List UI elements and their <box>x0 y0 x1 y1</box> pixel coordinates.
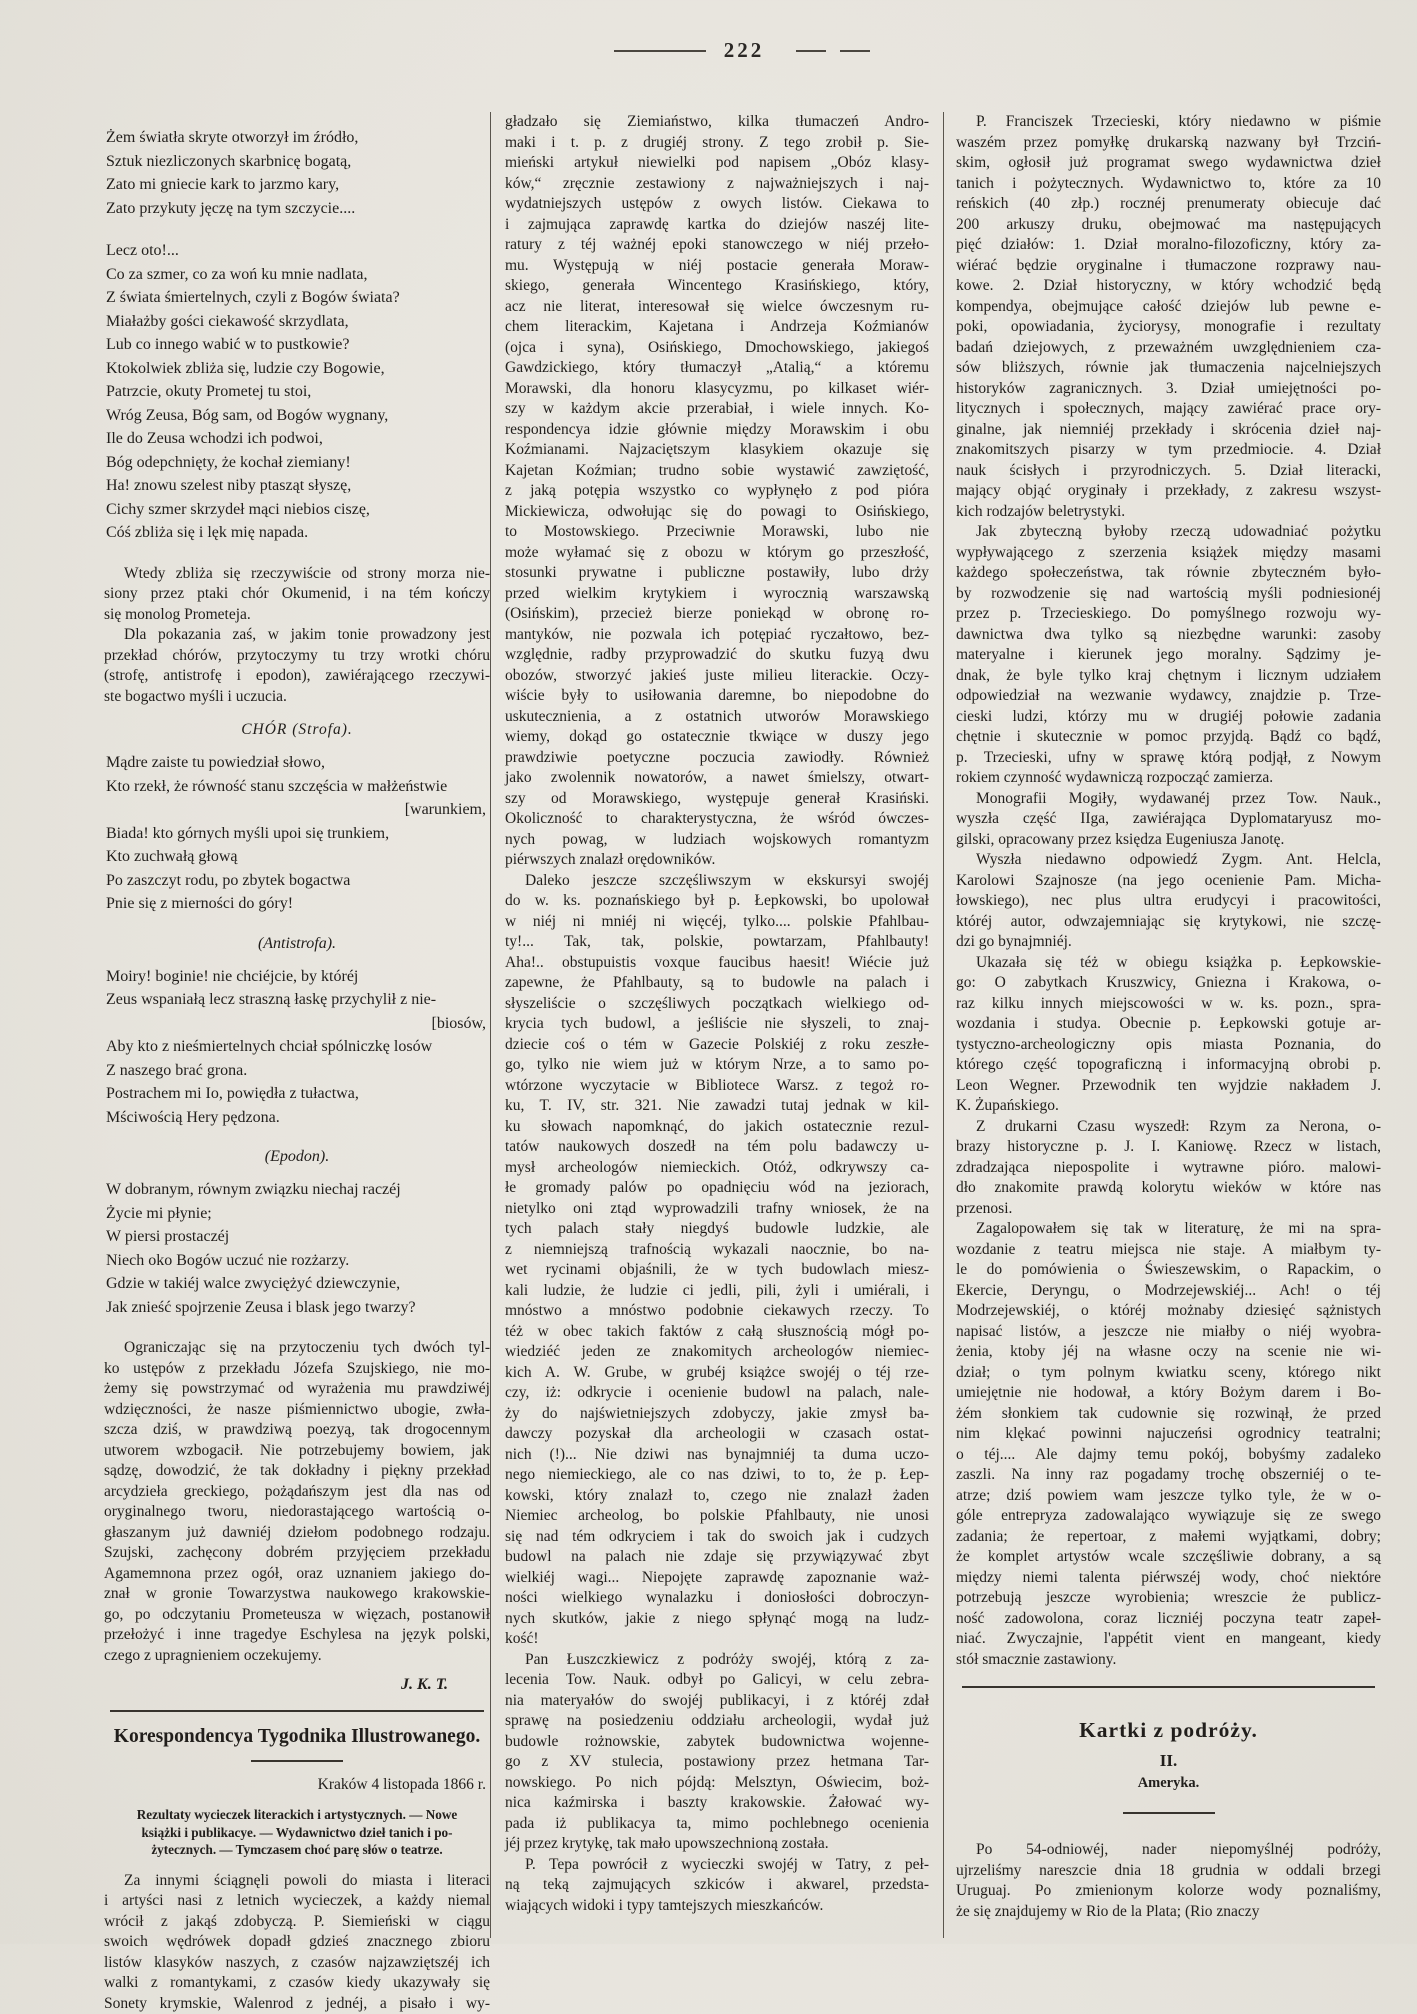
text-line: siony przez ptaki chór Okumenid, i na tém kończy <box>104 584 490 605</box>
text-line: zapewne, że Pfahlbauty, są to budowle na palach i <box>505 973 929 994</box>
antistrofa-heading: (Antistrofa). <box>104 935 490 953</box>
text-line: kompendya, obejmujące całość dziejów lub pewne e- <box>956 297 1381 318</box>
text-line: Morawski, dla honoru klasycyzmu, po kilkaset wiér- <box>505 379 929 400</box>
text-line: kowski, który znalazł to, czego nie znalazł żaden <box>505 1486 929 1507</box>
text-line: wiemy, dokąd go ostatecznie tkwiące w duszy jego <box>505 727 929 748</box>
verse-stanza <box>106 239 490 545</box>
dateline: Kraków 4 listopada 1866 r. <box>104 1776 486 1794</box>
paragraph <box>505 871 929 1650</box>
text-line: Lub co innego wabić w to pustkowie? <box>106 333 490 357</box>
text-line: skim, ogłosił już programat swego wydawnictwa dzieł <box>956 153 1381 174</box>
text-line: względnie, radby przyprowadzić do skutku fuzyą dwu <box>505 645 929 666</box>
text-line: walki z romantykami, z czasów kiedy ukazywały się <box>104 1973 490 1994</box>
text-line: Gdzie w takiéj walce zwyciężyć dziewczynie, <box>106 1272 490 1296</box>
text-line: się nad tém odkryciem i tak do swoich jak i cudzych <box>505 1527 929 1548</box>
text-line: dawnictwa dwa tylko są niezbędne warunki: zasoby <box>956 625 1381 646</box>
page-number-rule-right-2 <box>840 50 870 52</box>
chorus-strofa-heading: CHÓR (Strofa). <box>104 721 490 739</box>
text-line: żém słonkiem tak cudownie się rozwinął, że przed <box>956 1404 1381 1425</box>
text-line: go z XV stulecia, postawiony przez hetmana Tar- <box>505 1752 929 1773</box>
text-line: Z drukarni Czasu wyszedł: Rzym za Nerona, o- <box>956 1117 1381 1138</box>
paragraph <box>956 850 1381 953</box>
text-line: P. Franciszek Trzecieski, który niedawno w piśmie <box>956 112 1381 133</box>
text-line: go: O zabytkach Kruszwicy, Gniezna i Krakowa, o- <box>956 973 1381 994</box>
text-line: Z naszego brać grona. <box>106 1059 490 1083</box>
paragraph <box>956 522 1381 789</box>
page-number-rule-right-1 <box>796 50 826 52</box>
text-line: sów bliższych, równie jak tłumaczenia najcelniejszych <box>956 358 1381 379</box>
column-left <box>104 112 490 1938</box>
text-line: stosunki prywatne i publiczne postawiły, lubo drży <box>505 563 929 584</box>
text-line: Żem światła skryte otworzył im źródło, <box>106 126 490 150</box>
text-line: kali ludzie, że ludzie ci jedli, pili, żyli i umiérali, i <box>505 1281 929 1302</box>
text-line: Aha!.. obstupuistis voxque faucibus haesit! Wiécie już <box>505 953 929 974</box>
text-line: Za innymi ściągnęli powoli do miasta i literaci <box>104 1871 490 1892</box>
text-line: wozdanie z teatru miejsca nie staje. A miałbym ty- <box>956 1240 1381 1261</box>
text-line: Niemiec archeolog, bo polskie Pfahlbauty, nie unosi <box>505 1506 929 1527</box>
text-line: wiających widoki i typy tamtejszych mieszkańców. <box>505 1896 929 1917</box>
text-line: z niemniejszą trafnością wykazali naocznie, bo na- <box>505 1240 929 1261</box>
text-line: nia materyałów do swojéj publikacyi, i z któréj zdał <box>505 1691 929 1712</box>
text-line: Aby kto z nieśmiertelnych chciał spólniczkę losów <box>106 1035 490 1059</box>
paragraph <box>505 112 929 871</box>
text-line: mu. Występują w niéj postacie generała Moraw- <box>505 256 929 277</box>
text-line: góle entrepryza zadowalająco wywiązuje się ze swego <box>956 1506 1381 1527</box>
text-line: czy, iż: odkrycie i ocenienie budowl na palach, nale- <box>505 1383 929 1404</box>
text-line: mieński artykuł niewielki pod napisem „Obóz klasy- <box>505 153 929 174</box>
text-line: badań dziejowych, z przeważném uwzględnieniem cza- <box>956 338 1381 359</box>
text-line: szy od Morawskiego, występuje generał Krasiński. <box>505 789 929 810</box>
text-line: dział; o tym polnym kwiatku sceny, którego nikt <box>956 1363 1381 1384</box>
text-line: Sonety krymskie, Walenrod z jednéj, a pisało i wy- <box>104 1994 490 2014</box>
text-line: Cichy szmer skrzydeł mąci niebios ciszę, <box>106 498 490 522</box>
text-line: łe gromady palów po opadnięciu wód na jeziorach, <box>505 1178 929 1199</box>
correspondence-section-title: Korespondencya Tygodnika Illustrowanego. <box>104 1726 490 1748</box>
text-line: Koźmianami. Najzaciętszym klasykiem okazuje się <box>505 440 929 461</box>
verse-stanza <box>106 751 490 916</box>
text-line: stół smacznie zastawiony. <box>956 1650 1381 1671</box>
text-line: Po zaszczyt rodu, po zbytek bogactwa <box>106 869 490 893</box>
text-line: Kto zuchwałą głową <box>106 845 490 869</box>
text-line: dzi go bynajmniéj. <box>956 932 1381 953</box>
horizontal-rule <box>110 1710 484 1712</box>
text-line: słyszeliście o szczęśliwych początkach wielkiego od- <box>505 994 929 1015</box>
text-line: niać. Zwyczajnie, l'appétit vient en mangeant, kiedy <box>956 1629 1381 1650</box>
text-line: Lecz oto!... <box>106 239 490 263</box>
text-line: (Osińskim), przecież bierze poniekąd w obronę ro- <box>505 604 929 625</box>
text-line: tystyczno-archeologiczny opis miasta Poznania, do <box>956 1035 1381 1056</box>
text-line: to Mostowskiego. Przeciwnie Morawski, lubo nie <box>505 522 929 543</box>
text-line: le do pomówienia o Świeszewskim, o Rapackim, o <box>956 1260 1381 1281</box>
text-line: Jak znieść spojrzenie Zeusa i blask jego twarzy? <box>106 1296 490 1320</box>
text-line: Biada! kto górnych myśli upoi się trunkiem, <box>106 822 490 846</box>
text-line: Gawdzickiego, który tłumaczył „Atalią,“ a któremu <box>505 358 929 379</box>
text-line: jéj przez krytykę, tak mało upowszechnioną została. <box>505 1834 929 1855</box>
text-line: maki i t. p. z drugiéj strony. Z tego zrobił p. Sie- <box>505 133 929 154</box>
text-line: znakomitszych pisarzy w tym przedmiocie. 4. Dział <box>956 440 1381 461</box>
text-line: się monolog Prometeja. <box>104 605 490 626</box>
text-line: Ktokolwiek zbliża się, ludzie czy Bogowie, <box>106 357 490 381</box>
text-line: Zato przykuty jęczę na tym szczycie.... <box>106 197 490 221</box>
text-line: Niech oko Bogów uczuć nie rozżarzy. <box>106 1249 490 1273</box>
text-line: chętnie i skutecznie w pomoc przyjdą. Bądź co bądź, <box>956 727 1381 748</box>
text-line: Mądre zaiste tu powiedział słowo, <box>106 751 490 775</box>
text-line: żenia, ktoby jéj na własne oczy na scenie nie wi- <box>956 1342 1381 1363</box>
text-line: (strofę, antistrofę i epodon), zawiérającego rzeczywi- <box>104 666 490 687</box>
text-line: kość! <box>505 1629 929 1650</box>
text-line: [biosów, <box>106 1012 490 1036</box>
text-line: wiérać będzie oryginalne i tłumaczone rozprawy nau- <box>956 256 1381 277</box>
text-line: nica kaźmirska i baszty krakowskie. Żałować wy- <box>505 1793 929 1814</box>
text-line: nietylko oni ztąd wyprowadzili trafny wniosek, że na <box>505 1199 929 1220</box>
text-line: ku, T. IV, str. 321. Nie zawadzi tutaj jednak w kil- <box>505 1096 929 1117</box>
text-line: ność zadowolona, coraz liczniéj poczyna teatr zapeł- <box>956 1609 1381 1630</box>
text-line: kich rodzajów beletrystyki. <box>956 502 1381 523</box>
text-line: wtórzone wyczytacie w Bibliotece Warsz. z tegoż ro- <box>505 1076 929 1097</box>
text-line: rokiem czynność wydawniczą rozpocząć zamierza. <box>956 768 1381 789</box>
text-line: sądzę, dowodzić, że tak dokładny i piękny przekład <box>104 1461 490 1482</box>
text-line: jako zwolennik nowatorów, a nawet śmielszy, otwart- <box>505 768 929 789</box>
text-line: Szujski, zachęcony dobrém przyjęciem przekładu <box>104 1543 490 1564</box>
text-line: utworem wzbogacił. Nie potrzebujemy bowiem, jak <box>104 1441 490 1462</box>
text-line: Zeus wspaniałą lecz straszną łaskę przychylił z nie- <box>106 988 490 1012</box>
horizontal-rule <box>962 1686 1374 1688</box>
text-line: przełożyć i inne tragedye Eschylesa na język polski, <box>104 1625 490 1646</box>
text-line: oryginalnego tworu, niedorastającego wartością o- <box>104 1502 490 1523</box>
text-line: Kajetan Koźmian; trudno sobie wystawić zawziętość, <box>505 461 929 482</box>
text-line: że komplet artystów wcale szczęśliwie dobrany, a są <box>956 1547 1381 1568</box>
text-line: Pnie się z mierności do góry! <box>106 892 490 916</box>
text-line: ujrzeliśmy nareszcie dnia 18 grudnia w oddali brzegi <box>956 1861 1381 1882</box>
travel-section-number: II. <box>956 1751 1381 1771</box>
text-line: ty!... Tak, tak, polskie, powtarzam, Pfahlbauty! <box>505 932 929 953</box>
paragraph <box>956 1840 1381 1922</box>
text-line: Rezultaty wycieczek literackich i artystycznych. — Nowe <box>104 1806 490 1824</box>
text-line: Bóg odepchnięty, że kochał ziemiany! <box>106 451 490 475</box>
text-line: dnak, że byle tylko kraj chętnym i licznym udziałem <box>956 666 1381 687</box>
paragraph <box>104 1338 490 1666</box>
text-line: Wróg Zeusa, Bóg sam, od Bogów wygnany, <box>106 404 490 428</box>
text-line: Okoliczność to charakterystyczna, że wśród ówczes- <box>505 809 929 830</box>
text-line: nowskiego. Po nich pójdą: Melsztyn, Oświecim, boż- <box>505 1773 929 1794</box>
text-line: Patrzcie, okuty Prometej tu stoi, <box>106 380 490 404</box>
text-line: nim klękać powinni najuczeńsi ogrodnicy teatralni; <box>956 1424 1381 1445</box>
text-line: Leon Wegner. Przewodnik ten wyjdzie nakładem J. <box>956 1076 1381 1097</box>
text-line: go, po odczytaniu Prometeusza w więzach, postanowił <box>104 1605 490 1626</box>
column-middle <box>490 112 944 1938</box>
text-line: Ograniczając się na przytoczeniu tych dwóch tyl- <box>104 1338 490 1359</box>
text-line: arcydzieła greckiego, pożądańszym jest dla nas od <box>104 1482 490 1503</box>
text-line: reńskich (40 złp.) rocznéj prenumeraty obiecuje dać <box>956 194 1381 215</box>
text-line: tatów naukowych doszedł na tém polu badawczy u- <box>505 1137 929 1158</box>
text-line: Ile do Zeusa wchodzi ich podwoi, <box>106 427 490 451</box>
text-line: dawczy pozyskał dla archeologii w czasach ostat- <box>505 1424 929 1445</box>
text-line: kich A. W. Grube, w grubéj książce swojéj o téj rze- <box>505 1363 929 1384</box>
text-line: w niéj ni mniéj ni więcéj, tylko.... polskie Pfahlbau- <box>505 912 929 933</box>
text-line: z jaką potępia wszystko co wypłynęło z pod pióra <box>505 481 929 502</box>
text-line: wiście były to usiłowania daremne, bo niepodobne do <box>505 686 929 707</box>
text-line: materyalne i kierunek jego moralny. Sądzimy je- <box>956 645 1381 666</box>
text-line: mysł archeologów niemieckich. Otóż, odkrywszy ca- <box>505 1158 929 1179</box>
text-line: Jak zbyteczną byłoby rzeczą udowadniać pożytku <box>956 522 1381 543</box>
text-line: historyków zagranicznych. 3. Dział umiejętności po- <box>956 379 1381 400</box>
short-rule <box>251 1760 343 1762</box>
text-line: dło znakomite prawdą kolorytu wieków w które nas <box>956 1178 1381 1199</box>
text-line: tanich i pożytecznych. Wydawnictwo to, które za 10 <box>956 174 1381 195</box>
text-line: Wyszła niedawno odpowiedź Zygm. Ant. Helcla, <box>956 850 1381 871</box>
text-line: wiedziéć jeden ze znakomitych archeologów niemiec- <box>505 1342 929 1363</box>
text-line: Z świata śmiertelnych, czyli z Bogów świata? <box>106 286 490 310</box>
text-line: nych skutków, jakie z niego spłynąć mogą na ludz- <box>505 1609 929 1630</box>
text-line: ko ustępów z przekładu Józefa Szujskiego, nie mo- <box>104 1359 490 1380</box>
text-line: raz kilku innych miejscowości w w. ks. pozn., spra- <box>956 994 1381 1015</box>
text-line: 200 arkuszy druku, obejmować ma następujących <box>956 215 1381 236</box>
text-line: Cóś zbliża się i lęk mię napada. <box>106 521 490 545</box>
text-line: Agamemnona przez ogół, oraz uznaniem jakiego do- <box>104 1564 490 1585</box>
text-line: respondencya idzie głównie między Morawskim i obu <box>505 420 929 441</box>
epodon-heading: (Epodon). <box>104 1148 490 1166</box>
text-line: piérwszych znalazł orędowników. <box>505 850 929 871</box>
text-line: skiego, generała Wincentego Krasińskiego, który, <box>505 276 929 297</box>
text-line: Ekercie, Deryngu, o Modrzejewskiéj... Ach! o téj <box>956 1281 1381 1302</box>
paragraph <box>956 1219 1381 1670</box>
verse-stanza <box>106 965 490 1130</box>
text-line: któréj autor, odwzajemniając się krytykowi, nie szczę- <box>956 912 1381 933</box>
text-line: prawdziwie poetyczne poczucia zawiodły. Również <box>505 748 929 769</box>
text-line: wdzięczności, że nasze piśmiennictwo ubogie, zwła- <box>104 1400 490 1421</box>
text-line: cieski ludzi, którzy mu w drugiéj połowie zadania <box>956 707 1381 728</box>
text-line: książki i publikacye. — Wydawnictwo dzieł tanich i po- <box>104 1824 490 1842</box>
text-line: głaszanym już dawniéj dziełom podobnego rodzaju. <box>104 1523 490 1544</box>
text-line: wozdania i studya. Obecnie p. Łepkowski gotuje ar- <box>956 1014 1381 1035</box>
text-line: umiejętnie nie hodował, a który Bożym darem i Bo- <box>956 1383 1381 1404</box>
text-line: téż w obec takich faktów z całą słusznością mógł po- <box>505 1322 929 1343</box>
paragraph <box>956 953 1381 1117</box>
text-line: swoich wędrówek dopadł gdzieś znacznego zbioru <box>104 1932 490 1953</box>
paragraph <box>956 1117 1381 1220</box>
text-line: pada iż publikacya ta, mimo pochlebnego ocenienia <box>505 1814 929 1835</box>
text-line: przez p. Trzecieskiego. Do pomyślnego rozwoju wy- <box>956 604 1381 625</box>
text-line: zdradzająca niepospolite i wytrawne pióro. malowi- <box>956 1158 1381 1179</box>
text-line: W dobranym, równym związku niechaj raczéj <box>106 1178 490 1202</box>
text-line: może wyłamać się z obozu w którym go przeszłość, <box>505 543 929 564</box>
text-line: mający objąć oryginały i przekłady, z zakresu wszyst- <box>956 481 1381 502</box>
author-initials: J. K. T. <box>104 1676 448 1694</box>
text-line: Ukazała się téż w obiegu książka p. Łepkowskie- <box>956 953 1381 974</box>
text-line: gilski, opracowany przez księdza Eugeniusza Janotę. <box>956 830 1381 851</box>
text-line: budowl na palach nie zdaje się przywiązywać zbyt <box>505 1547 929 1568</box>
paragraph <box>104 625 490 707</box>
text-line: ności wielkiego wynalazku i doniosłości dobroczyn- <box>505 1588 929 1609</box>
text-line: by rozwodzenie się nad wartością myśli podniesionéj <box>956 584 1381 605</box>
text-line: lecenia Tow. Nauk. odbył po Galicyi, w celu zebra- <box>505 1670 929 1691</box>
text-line: szcza dziś, w prawdziwą poezyą, tak drogocennym <box>104 1420 490 1441</box>
text-line: czego z upragnieniem oczekujemy. <box>104 1646 490 1667</box>
column-layout <box>104 112 1382 1938</box>
text-line: (ojca i syna), Osińskiego, Dmochowskiego, jakiegoś <box>505 338 929 359</box>
text-line: Zagalopowałem się tak w literaturę, że mi na spra- <box>956 1219 1381 1240</box>
text-line: Mickiewicza, odwołując się do powagi to Osińskiego, <box>505 502 929 523</box>
text-line: że się znajdujemy w Rio de la Plata; (Rio znaczy <box>956 1902 1381 1923</box>
text-line: sprawę na posiedzeniu oddziału archeologii, wydał już <box>505 1711 929 1732</box>
text-line: przekład chórów, przytoczymy tu trzy wrotki chóru <box>104 646 490 667</box>
verse-stanza <box>106 1178 490 1319</box>
text-line: pięć działów: 1. Dział moralno-filozoficzny, który za- <box>956 235 1381 256</box>
text-line: żemy się powstrzymać od wyrażenia mu prawdziwéj <box>104 1379 490 1400</box>
text-line: chem literackim, Kajetana i Andrzeja Koźmianów <box>505 317 929 338</box>
text-line: Mściwością Hery pędzona. <box>106 1106 490 1130</box>
text-line: ginalne, jak niemniéj przekłady i skrócenia dzieł naj- <box>956 420 1381 441</box>
text-line: wielkiéj wagi... Niepojęte zaprawdę zapoznanie waż- <box>505 1568 929 1589</box>
text-line: napisać listów, a jeszcze nie miałby o niéj wyobra- <box>956 1322 1381 1343</box>
text-line: Postrachem mi Io, powiędła z tułactwa, <box>106 1082 490 1106</box>
text-line: wyszła część IIga, zawiérająca Dyplomataryusz mo- <box>956 809 1381 830</box>
text-line: ży do najświetniejszych zdobyczy, jakie zmysł ba- <box>505 1404 929 1425</box>
text-line: nauk ścisłych i przyrodniczych. 5. Dział literacki, <box>956 461 1381 482</box>
text-line: nich (!)... Nie dziwi nas bynajmniéj ta duma uczo- <box>505 1445 929 1466</box>
travel-section-subtitle: Ameryka. <box>956 1775 1381 1792</box>
text-line: wydatniejszych ustępów z owych listów. Ciekawa to <box>505 194 929 215</box>
text-line: tych palach stały niegdyś budowle ludzkie, ale <box>505 1219 929 1240</box>
paragraph <box>505 1650 929 1855</box>
text-line: ku słowach napomknąć, do jakich ostatecznie rezul- <box>505 1117 929 1138</box>
text-line: mnóstwo a mnóstwo podobnie ciekawych rzeczy. To <box>505 1301 929 1322</box>
text-line: W piersi prostaczéj <box>106 1225 490 1249</box>
text-line: Moiry! boginie! nie chciéjcie, by któréj <box>106 965 490 989</box>
text-line: między niemi talenta piérwszéj wody, choć niektóre <box>956 1568 1381 1589</box>
text-line: mantyków, nie pozwala ich potępiać ryczałtowo, bez- <box>505 625 929 646</box>
text-line: wrócił z jakąś zdobyczą. P. Siemieński w ciągu <box>104 1912 490 1933</box>
text-line: p. Trzecieski, ufny w sprawę którą podjął, z Nowym <box>956 748 1381 769</box>
paragraph <box>956 112 1381 522</box>
text-line: Zato mi gniecie kark to jarzmo kary, <box>106 173 490 197</box>
text-line: i artyści nasi z letnich wycieczek, a każdy niemal <box>104 1891 490 1912</box>
text-line: Miałażby gości ciekawość skrzydlata, <box>106 310 490 334</box>
text-line: Ha! znowu szelest niby ptasząt słyszę, <box>106 474 490 498</box>
text-line: zaszli. Na inny raz pogadamy trochę obszerniéj o te- <box>956 1465 1381 1486</box>
text-line: brazy historyczne p. J. I. Kaniowę. Rzecz w listach, <box>956 1137 1381 1158</box>
text-line: i zajmująca zaprawdę kartka do dziejów naszéj lite- <box>505 215 929 236</box>
text-line: listów klasyków naszych, z czasów najzawziętszéj ich <box>104 1953 490 1974</box>
text-line: łowskiego), nec plus ultra erudycyi i pracowitości, <box>956 891 1381 912</box>
text-line: zadania; że repertoar, z małemi wyjątkami, dobry; <box>956 1527 1381 1548</box>
text-line: uskutecznienia, a z ostatnich utworów Morawskiego <box>505 707 929 728</box>
text-line: atrze; dziś powiem wam jeszcze tylko tyle, że w o- <box>956 1486 1381 1507</box>
text-line: Życie mi płynie; <box>106 1202 490 1226</box>
travel-section-title: Kartki z podróży. <box>956 1718 1381 1743</box>
text-line: wypływającego z szerzenia książek między masami <box>956 543 1381 564</box>
text-line: K. Żupańskiego. <box>956 1096 1381 1117</box>
text-line: Modrzejewskiéj, o któréj możnaby dziesięć sążnistych <box>956 1301 1381 1322</box>
text-line: dziecie coś o tém w Gazecie Polskiéj z roku zeszłe- <box>505 1035 929 1056</box>
text-line: Po 54-odniowéj, nader niepomyślnéj podróży, <box>956 1840 1381 1861</box>
text-line: Pan Łuszczkiewicz z podróży swojéj, którą z za- <box>505 1650 929 1671</box>
text-line: budowle rożnowskie, zabytek budownictwa wojenne- <box>505 1732 929 1753</box>
text-line: Kto rzekł, że równość stanu szczęścia w małżeństwie <box>106 775 490 799</box>
paragraph <box>104 1871 490 2014</box>
text-line: każdego społeczeństwa, tak równie zbyteczném było- <box>956 563 1381 584</box>
text-line: litycznych i społecznych, mający zawiérać prace ory- <box>956 399 1381 420</box>
page-number-rule-left <box>614 50 706 52</box>
text-line: waszém przez pomyłkę drukarską nazwany był Trzciń- <box>956 133 1381 154</box>
text-line: przenosi. <box>956 1199 1381 1220</box>
text-line: krycia tych budowl, a jeśliście nie słyszeli, to znaj- <box>505 1014 929 1035</box>
text-line: nych powag, w ludziach wojskowych romantyzm <box>505 830 929 851</box>
short-rule <box>1123 1812 1215 1814</box>
text-line: Co za szmer, co za woń ku mnie nadlata, <box>106 263 490 287</box>
text-line: Dla pokazania zaś, w jakim tonie prowadzony jest <box>104 625 490 646</box>
text-line: przed wielkim krytykiem i wyrocznią warszawską <box>505 584 929 605</box>
text-line: kowe. 2. Dział historyczny, w który wchodzić będą <box>956 276 1381 297</box>
text-line: szy w każdym akcie przerabiał, i wiele innych. Ko- <box>505 399 929 420</box>
text-line: znał w gronie Towarzystwa naukowego krakowskie- <box>104 1584 490 1605</box>
text-line: którego część topograficzną i informacyjną obrobi p. <box>956 1055 1381 1076</box>
text-line: wet rycinami objaśnili, że w tych budowlach miesz- <box>505 1260 929 1281</box>
text-line: obozów, stworzyć jakieś juste milieu literackie. Oczy- <box>505 666 929 687</box>
contents-summary <box>104 1806 490 1859</box>
paragraph <box>956 789 1381 851</box>
column-right <box>944 112 1381 1938</box>
text-line: do w. ks. poznańskiego był p. Łepkowski, bo upolował <box>505 891 929 912</box>
page-number: 222 <box>706 38 783 63</box>
page-header <box>106 38 1378 63</box>
text-line: poki, opowiadania, życiorysy, monografie i rezultaty <box>956 317 1381 338</box>
text-line: P. Tepa powrócił z wycieczki swojéj w Tatry, z peł- <box>505 1855 929 1876</box>
text-line: ków,“ zręcznie zestawiony z najważniejszych i naj- <box>505 174 929 195</box>
text-line: acz nie literat, interesował się wielce ówczesnym ru- <box>505 297 929 318</box>
text-line: Karolowi Szajnosze (na jego ocenienie Pam. Micha- <box>956 871 1381 892</box>
text-line: ratury z téj ważnéj epoki stanowczego w niéj przeło- <box>505 235 929 256</box>
text-line: Daleko jeszcze szczęśliwszym w ekskursyi swojéj <box>505 871 929 892</box>
text-line: o téj.... Ale dajmy temu pokój, bobyśmy zadaleko <box>956 1445 1381 1466</box>
paragraph <box>505 1855 929 1917</box>
text-line: ną teką zajmujących szkiców i akwarel, przedsta- <box>505 1875 929 1896</box>
text-line: potrzebują jeszcze wyrobienia; wreszcie że publicz- <box>956 1588 1381 1609</box>
text-line: odpowiedział na wezwanie wydawcy, znajdzie p. Trze- <box>956 686 1381 707</box>
text-line: Sztuk niezliczonych skarbnicę bogatą, <box>106 150 490 174</box>
verse-stanza <box>106 126 490 220</box>
text-line: nego niemieckiego, ale co nas dziwi, to to, że p. Łep- <box>505 1465 929 1486</box>
text-line: [warunkiem, <box>106 798 490 822</box>
text-line: ste bogactwo myśli i uczucia. <box>104 687 490 708</box>
text-line: gładzało się Ziemiaństwo, kilka tłumaczeń Andro- <box>505 112 929 133</box>
text-line: żytecznych. — Tymczasem choć parę słów o teatrze. <box>104 1841 490 1859</box>
text-line: go, tylko nie wiem już w którym Nrze, a to samo po- <box>505 1055 929 1076</box>
text-line: Wtedy zbliża się rzeczywiście od strony morza nie- <box>104 564 490 585</box>
text-line: Uruguaj. Po zmienionym kolorze wody poznaliśmy, <box>956 1881 1381 1902</box>
text-line: Monografii Mogiły, wydawanéj przez Tow. Nauk., <box>956 789 1381 810</box>
paragraph <box>104 564 490 626</box>
